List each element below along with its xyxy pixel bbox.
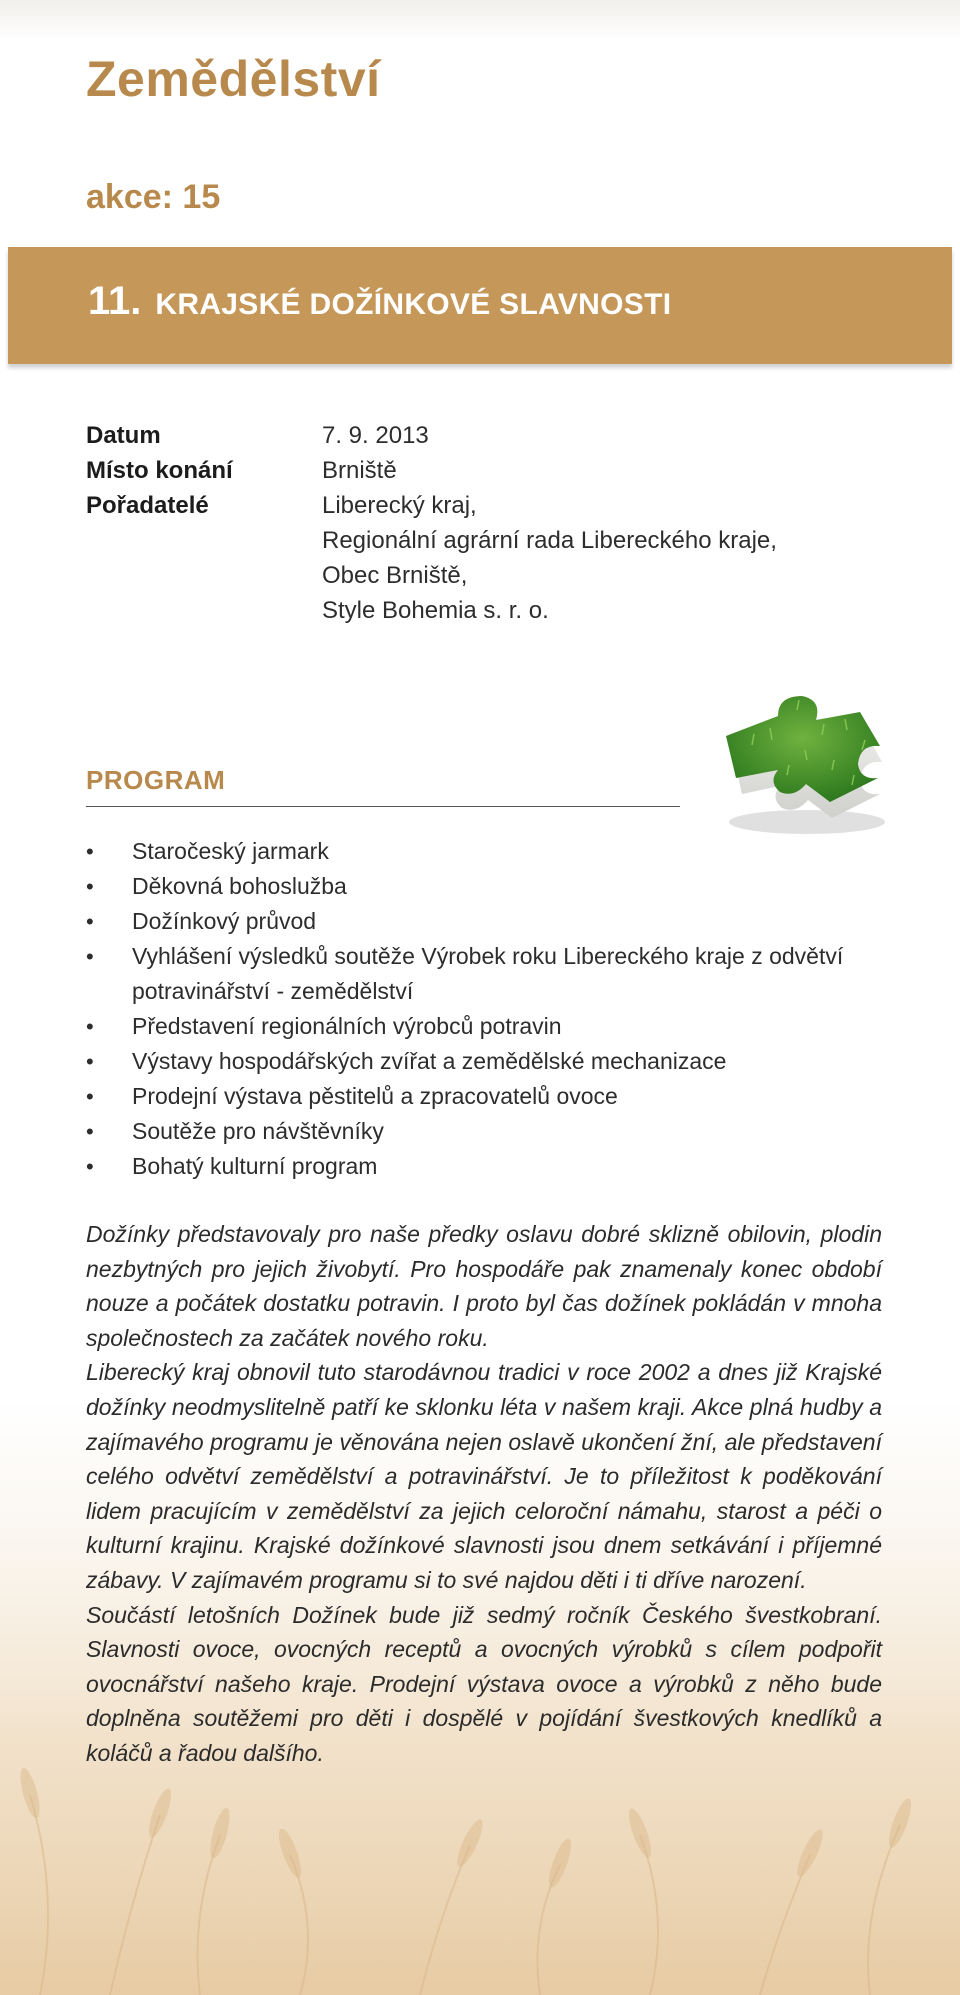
program-item-text: Výstavy hospodářských zvířat a zemědělské mechanizace [132,1048,727,1074]
event-count: akce: 15 [86,178,221,216]
organizer: Obec Brniště, [322,562,468,589]
program-item-text: Soutěže pro návštěvníky [132,1118,384,1144]
list-item [86,834,876,869]
list-item [86,1044,876,1079]
place-label: Místo konání [86,457,233,484]
program-item-text: Bohatý kulturní program [132,1153,378,1179]
program-item-text: Dožínkový průvod [132,908,317,934]
list-item [86,869,876,904]
program-item-text: Staročeský jarmark [132,838,329,864]
list-item [86,1079,876,1114]
list-item [86,1114,876,1149]
bullet: • [86,1049,94,1074]
section-title: Zemědělství [86,51,381,107]
organizer: Style Bohemia s. r. o. [322,597,549,624]
event-number: 11. [88,279,142,323]
info-row-place [86,453,777,488]
organizers-list [322,488,777,628]
date-label: Datum [86,422,161,449]
event-heading [88,279,671,324]
organizers-label: Pořadatelé [86,492,209,519]
date-value: 7. 9. 2013 [322,422,429,449]
info-row-date [86,418,777,453]
bullet: • [86,1119,94,1144]
program-divider [86,806,680,807]
organizer: Regionální agrární rada Libereckého kraje, [322,527,777,554]
bullet: • [86,909,94,934]
list-item [86,939,876,1009]
place-value: Brniště [322,457,397,484]
program-item-text: Děkovná bohoslužba [132,873,347,899]
description-paragraph: Liberecký kraj obnovil tuto starodávnou tradici v roce 2002 a dnes již Krajské dožínky neodmyslitelně patří ke sklonku léta v našem kraji. Akce plná hudby a zajímavého programu je věnována nejen oslavě ukončení žní, ale představení celého odvětví zemědělství a potravinářství. Je to příležitost k poděkování lidem pracujícím v zemědělství za jejich celoroční námahu, starost a péči o kulturní krajinu. Krajské dožínkové slavnosti jsou dnem setkávání i příjemné zábavy. V zajímavém programu si to své najdou děti i ti dříve narození. [86,1359,882,1593]
program-title: PROGRAM [86,765,226,795]
list-item [86,1149,876,1184]
list-item [86,1009,876,1044]
program-item-text: Prodejní výstava pěstitelů a zpracovatelů ovoce [132,1083,618,1109]
list-item [86,904,876,939]
description-paragraph: Dožínky představovaly pro naše předky oslavu dobré sklizně obilovin, plodin nezbytných pro jejich živobytí. Pro hospodáře pak znamenaly konec období nouze a počátek dostatku potravin. I proto byl čas dožínek pokládán v mnoha společnostech za začátek nového roku. [86,1221,882,1351]
program-item-text: Vyhlášení výsledků soutěže Výrobek roku Libereckého kraje z odvětví potravinářství - zemědělství [132,943,844,1004]
bullet: • [86,874,94,899]
bullet: • [86,1154,94,1179]
bullet: • [86,944,94,969]
event-banner [8,247,952,364]
event-info [86,418,777,628]
bullet: • [86,1084,94,1109]
event-title: KRAJSKÉ DOŽÍNKOVÉ SLAVNOSTI [155,288,672,321]
organizer: Liberecký kraj, [322,492,477,519]
description-paragraph: Součástí letošních Dožínek bude již sedmý ročník Českého švestkobraní. Slavnosti ovoce, ovocných receptů a ovocných výrobků s cílem podpořit ovocnářství našeho kraje. Prodejní výstava ovoce a výrobků z něho bude doplněna soutěžemi pro děti i dospělé v pojídání švestkových knedlíků a koláčů a řadou dalšího. [86,1601,882,1766]
program-item-text: Představení regionálních výrobců potravin [132,1013,562,1039]
program-list [86,834,876,1184]
grass-puzzle-piece-icon [712,690,892,840]
description [86,1217,882,1771]
bullet: • [86,839,94,864]
info-row-organizers [86,488,777,628]
bullet: • [86,1014,94,1039]
